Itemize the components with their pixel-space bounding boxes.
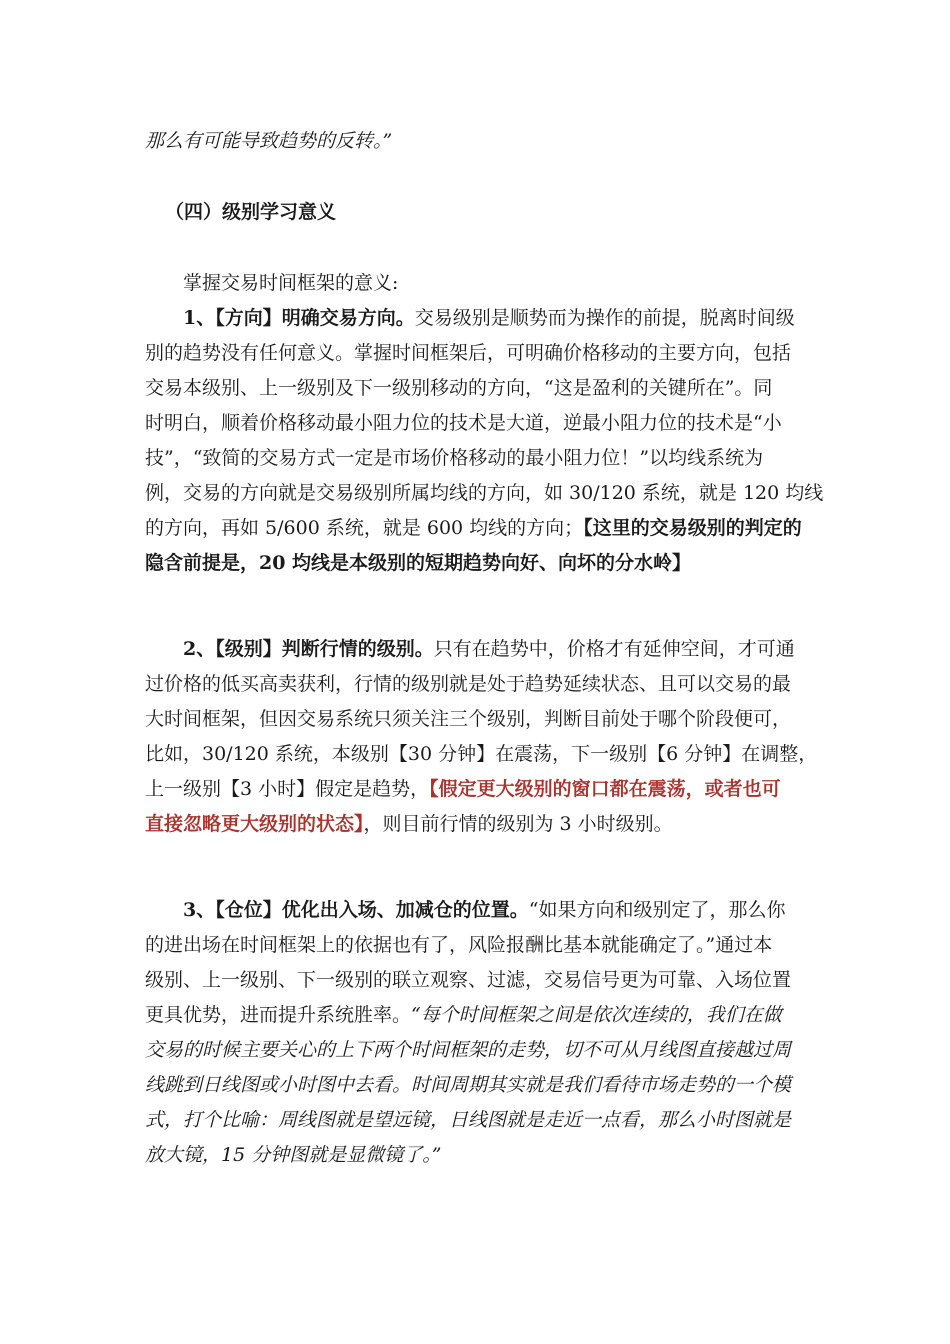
body-line	[145, 1003, 810, 1027]
body-line	[145, 516, 810, 540]
point-1-text: 交易级别是顺势而为操作的前提，脱离时间级	[414, 307, 795, 329]
red-highlight: 直接忽略更大级别的状态】	[145, 813, 364, 835]
point-3-text: “如果方向和级别定了，那么你	[528, 899, 786, 921]
point-2-text: 只有在趋势中，价格才有延伸空间，才可通	[433, 638, 795, 660]
body-text: 上一级别【3 小时】假定是趋势，	[145, 778, 430, 800]
intro-line: 掌握交易时间框架的意义:	[183, 272, 399, 294]
body-line: 交易本级别、上一级别及下一级别移动的方向，“这是盈利的关键所在”。同	[145, 377, 773, 399]
body-text: 更具优势，进而提升系统胜率。	[145, 1004, 412, 1026]
body-line	[145, 812, 810, 836]
body-line: 级别、上一级别、下一级别的联立观察、过滤，交易信号更为可靠、入场位置	[145, 969, 792, 991]
italic-quote: “每个时间框架之间是依次连续的，我们在做	[411, 1004, 782, 1026]
bold-note: 【这里的交易级别的判定的	[583, 517, 802, 539]
point-2-line	[183, 637, 810, 661]
body-line: 时明白，顺着价格移动最小阻力位的技术是大道，逆最小阻力位的技术是“小	[145, 412, 782, 434]
quote-line: 那么有可能导致趋势的反转。”	[145, 130, 393, 152]
body-text: 的方向，再如 5/600 系统，就是 600 均线的方向；	[145, 517, 584, 539]
red-highlight: 【假定更大级别的窗口都在震荡，或者也可	[429, 778, 781, 800]
body-line	[145, 777, 810, 801]
italic-quote-line: 线跳到日线图或小时图中去看。时间周期其实就是我们看待市场走势的一个模	[145, 1074, 792, 1096]
point-2-title: 2、【级别】判断行情的级别。	[183, 638, 434, 660]
body-line: 比如，30/120 系统，本级别【30 分钟】在震荡，下一级别【6 分钟】在调整，	[145, 743, 818, 765]
body-line: 别的趋势没有任何意义。掌握时间框架后，可明确价格移动的主要方向，包括	[145, 342, 792, 364]
body-line: 大时间框架，但因交易系统只须关注三个级别，判断目前处于哪个阶段便可，	[145, 708, 792, 730]
italic-quote-line: 放大镜，15 分钟图就是显微镜了。”	[145, 1144, 442, 1166]
point-1-line	[183, 306, 810, 330]
point-3-line	[183, 898, 810, 922]
point-3-title: 3、【仓位】优化出入场、加减仓的位置。	[183, 899, 529, 921]
body-line: 过价格的低买高卖获利，行情的级别就是处于趋势延续状态、且可以交易的最	[145, 673, 792, 695]
italic-quote-line: 交易的时候主要关心的上下两个时间框架的走势，切不可从月线图直接越过周	[145, 1039, 792, 1061]
bold-note-line: 隐含前提是，20 均线是本级别的短期趋势向好、向坏的分水岭】	[145, 552, 692, 574]
body-line: 的进出场在时间框架上的依据也有了，风险报酬比基本就能确定了。”通过本	[145, 934, 773, 956]
body-line: 例，交易的方向就是交易级别所属均线的方向，如 30/120 系统，就是 120 均线	[145, 482, 824, 504]
body-text: ，则目前行情的级别为 3 小时级别。	[363, 813, 673, 835]
point-1-title: 1、【方向】明确交易方向。	[183, 307, 415, 329]
body-line: 技”，“致简的交易方式一定是市场价格移动的最小阻力位！”以均线系统为	[145, 447, 764, 469]
italic-quote-line: 式，打个比喻：周线图就是望远镜，日线图就是走近一点看，那么小时图就是	[145, 1109, 792, 1131]
section-heading: （四）级别学习意义	[165, 201, 337, 223]
